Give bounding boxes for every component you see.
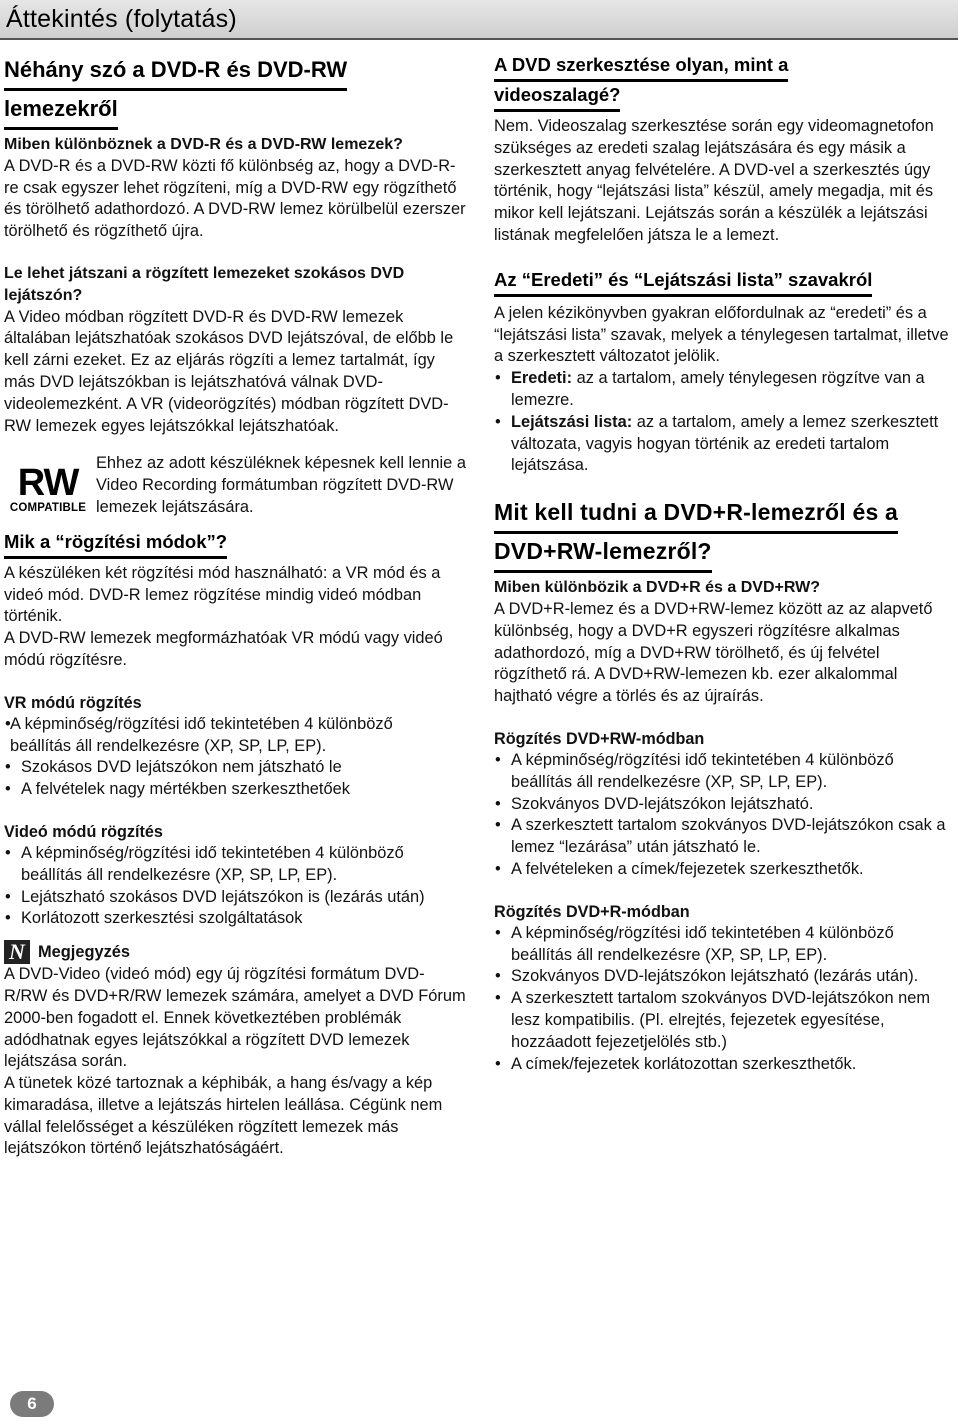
terms-text: A jelen kézikönyvben gyakran előfordulnak az “eredeti” és a “lejátszási lista” szavak, melyek a ténylegesen tartalmat, illetve a szerkesztett változatot jelölik. <box>494 303 949 366</box>
question-playback: Le lehet játszani a rögzített lemezeket szokásos DVD lejátszón? <box>4 264 405 304</box>
rw-compatible-note <box>4 453 466 518</box>
list-item: • A képminőség/rögzítési idő tekintetében 4 különböző beállítás áll rendelkezésre (XP, SP, LP, EP). <box>494 750 954 794</box>
list-item: • Szokásos DVD lejátszókon nem játszható le <box>4 757 466 779</box>
section-title-dvd-plus: Mit kell tudni a DVD+R-lemezről és a DVD+RW-lemezről? <box>494 495 954 573</box>
rw-compatible-logo: RW COMPATIBLE <box>9 462 87 515</box>
page-title: Áttekintés (folytatás) <box>6 5 237 33</box>
modes-paragraph-2: A DVD-RW lemezek megformázhatóak VR módú vagy videó módú rögzítésre. <box>4 629 443 669</box>
list-item: • Eredeti: az a tartalom, amely ténylegesen rögzítve van a lemezre. <box>494 368 954 412</box>
r-mode-list <box>494 923 954 1076</box>
video-mode-title: Videó módú rögzítés <box>4 822 163 841</box>
right-column <box>494 52 954 1075</box>
list-item: • Szokványos DVD-lejátszókon lejátszható. <box>494 794 954 816</box>
editing-text: Nem. Videoszalag szerkesztése során egy videomagnetofon szükséges az eredeti szalag lejátszására és egy másik a szerkesztett anyag felvételére. A DVD-vel a szerkesztés úgy történik, hogy “lejátszási lista” készül, amely megadja, mit és mikor kell lejátszani. Lejátszás során a készülék a lejátszási listának megfelelően játsza le a lemezt. <box>494 117 934 244</box>
note-paragraph-2: A tünetek közé tartoznak a képhibák, a hang és/vagy a kép kimaradása, illetve a lejátszás hirtelen leállása. Cégünk nem vállal felelősséget a készüléken rögzített lemezek más lejátszókon történő lejátszhatóságáért. <box>4 1074 443 1158</box>
section-title-dvd-r-rw: Néhány szó a DVD-R és DVD-RW lemezekről <box>4 52 466 130</box>
section-title-editing: A DVD szerkesztése olyan, mint a videoszalagé? <box>494 52 954 112</box>
left-column <box>4 52 466 1160</box>
section-title-modes: Mik a “rögzítési módok”? <box>4 529 227 559</box>
list-item: • A szerkesztett tartalom szokványos DVD-lejátszókon nem lesz kompatibilis. (Pl. elrejtés, fejezetek egyesítése, hozzáadott fejezetjelölés stb.) <box>494 988 954 1053</box>
list-item: • A szerkesztett tartalom szokványos DVD-lejátszókon csak a lemez “lezárása” után játszható le. <box>494 815 954 859</box>
vr-mode-title: VR módú rögzítés <box>4 693 142 712</box>
list-item: • A képminőség/rögzítési idő tekintetében 4 különböző <box>4 714 466 736</box>
list-item: • A képminőség/rögzítési idő tekintetében 4 különböző beállítás áll rendelkezésre (XP, SP, LP, EP). <box>494 923 954 967</box>
answer-difference: A DVD-R és a DVD-RW közti fő különbség az, hogy a DVD-R-re csak egyszer lehet rögzíteni, míg a DVD-RW egy rögzíthető és törölhető adathordozó. A DVD-RW lemez körülbelül ezerszer törölhető és rögzíthető újra. <box>4 156 466 241</box>
list-item: • Korlátozott szerkesztési szolgáltatások <box>4 908 466 930</box>
vr-mode-list <box>4 714 466 801</box>
page-number: 6 <box>10 1391 54 1417</box>
list-item: • Szokványos DVD-lejátszókon lejátszható (lezárás után). <box>494 966 954 988</box>
note-paragraph-1: A DVD-Video (videó mód) egy új rögzítési formátum DVD-R/RW és DVD+R/RW lemezek számára, amelyet a DVD Fórum 2000-ben fogadott el. Ennek következtében problémák adódhatnak egyes lejátszókkal a rögzített DVD lemezek lejátszása során. <box>4 965 466 1071</box>
question-plus-difference: Miben különbözik a DVD+R és a DVD+RW? <box>494 579 820 597</box>
section-title-terms: Az “Eredeti” és “Lejátszási lista” szavakról <box>494 267 872 297</box>
answer-playback: A Video módban rögzített DVD-R és DVD-RW lemezek általában lejátszhatóak szokásos DVD lejátszóval, de előbb le kell zárni ezeket. Ez az eljárás rögzíti a lemez tartalmát, így más DVD lejátszókban is lejátszhatóvá válnak DVD-videolemezként. A VR (videorögzítés) módban rögzített DVD-RW lemezek egyes lejátszókkal lejátszhatóak. <box>4 307 454 435</box>
modes-paragraph-1: A készüléken két rögzítési mód használható: a VR mód és a videó mód. DVD-R lemez rögzítése mindig videó módban történik. <box>4 563 441 626</box>
rw-mode-list <box>494 750 954 881</box>
page-header <box>0 0 958 40</box>
rw-mode-title: Rögzítés DVD+RW-módban <box>494 729 705 748</box>
list-item: • Lejátszási lista: az a tartalom, amely a lemez szerkesztett változata, vagyis hogyan történik az eredeti tartalom lejátszása. <box>494 412 954 477</box>
r-mode-title: Rögzítés DVD+R-módban <box>494 902 690 921</box>
terms-list <box>494 368 954 477</box>
note-icon: N <box>4 940 30 964</box>
rw-compatible-text: Ehhez az adott készüléknek képesnek kell lennie a Video Recording formátumban rögzített DVD-RW lemezek lejátszására. <box>96 454 466 516</box>
answer-plus-difference: A DVD+R-lemez és a DVD+RW-lemez között az az alapvető különbség, hogy a DVD+R egyszeri rögzítésre alkalmas adathordozó, míg a DVD+RW törölhető, és új felvétel rögzíthető rá. A DVD+RW-lemezen kb. ezer alkalommal hajtható végre a törlés és az újraírás. <box>494 599 933 706</box>
video-mode-list <box>4 843 466 930</box>
note-label: Megjegyzés <box>38 942 131 961</box>
list-item: • A felvételeken a címek/fejezetek szerkeszthetők. <box>494 859 954 881</box>
list-item: • Lejátszható szokásos DVD lejátszókon is (lezárás után) <box>4 887 466 909</box>
note-header <box>4 940 466 964</box>
list-item: • A címek/fejezetek korlátozottan szerkeszthetők. <box>494 1054 954 1076</box>
question-difference: Miben különböznek a DVD-R és a DVD-RW lemezek? <box>4 136 403 153</box>
list-item: • A felvételek nagy mértékben szerkeszthetőek <box>4 779 466 801</box>
list-item: beállítás áll rendelkezésre (XP, SP, LP, EP). <box>10 736 327 755</box>
list-item: • A képminőség/rögzítési idő tekintetében 4 különböző beállítás áll rendelkezésre (XP, SP, LP, EP). <box>4 843 466 887</box>
